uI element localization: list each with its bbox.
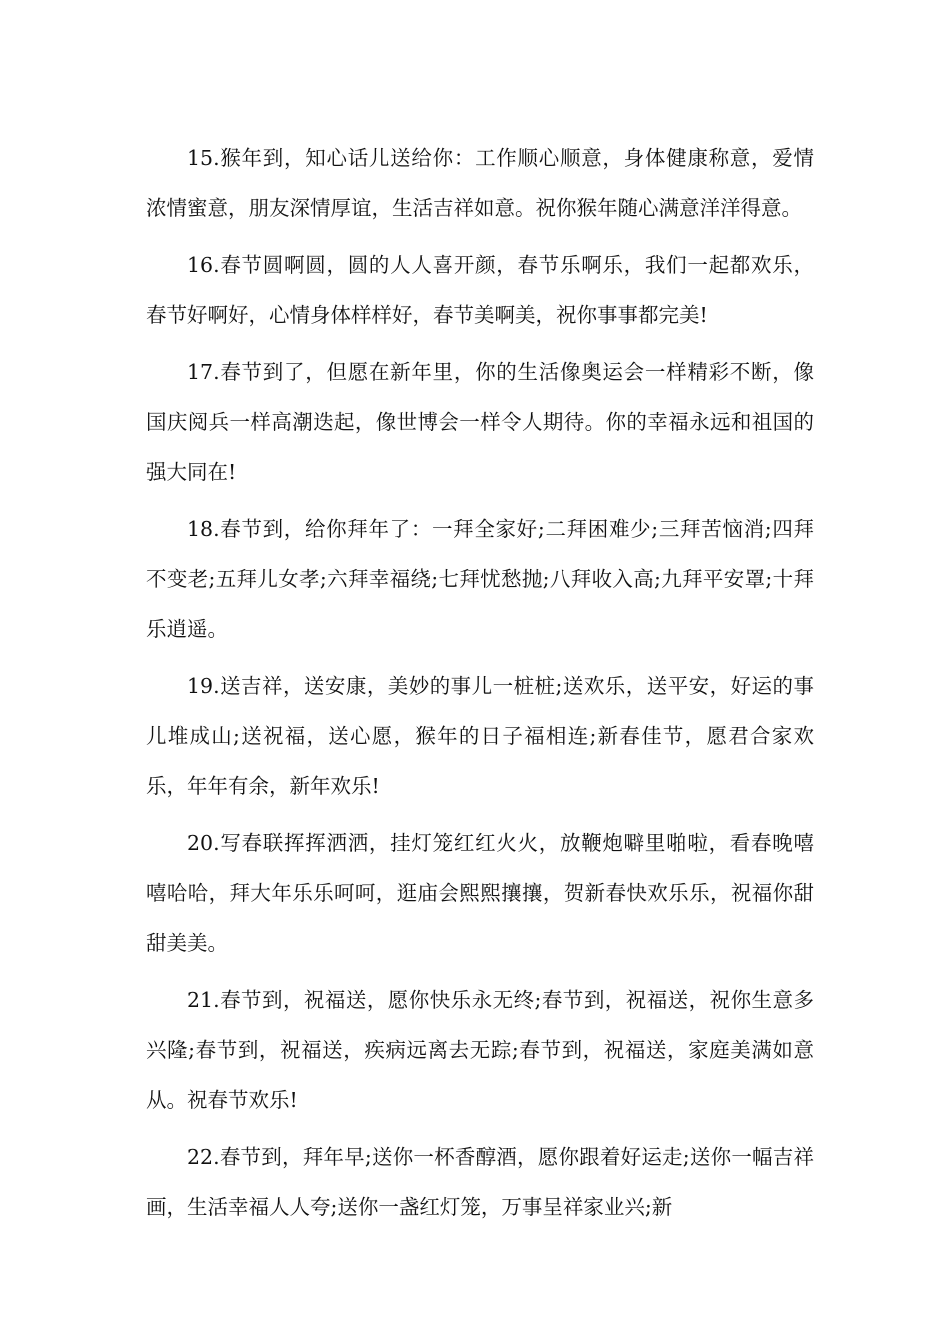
- paragraph-16: 16.春节圆啊圆，圆的人人喜开颜，春节乐啊乐，我们一起都欢乐，春节好啊好，心情身体样样好，春节美啊美，祝你事事都完美!: [146, 253, 814, 327]
- paragraph-19: 19.送吉祥，送安康，美妙的事儿一桩桩;送欢乐，送平安，好运的事儿堆成山;送祝福，送心愿，猴年的日子福相连;新春佳节，愿君合家欢乐，年年有余，新年欢乐!: [146, 674, 814, 798]
- paragraph-22: 22.春节到，拜年早;送你一杯香醇酒，愿你跟着好运走;送你一幅吉祥画，生活幸福人人夸;送你一盏红灯笼，万事呈祥家业兴;新: [146, 1145, 814, 1219]
- paragraph-17: 17.春节到了，但愿在新年里，你的生活像奥运会一样精彩不断，像国庆阅兵一样高潮迭起，像世博会一样令人期待。你的幸福永远和祖国的强大同在!: [146, 360, 814, 484]
- paragraph-21: 21.春节到，祝福送，愿你快乐永无终;春节到，祝福送，祝你生意多兴隆;春节到，祝福送，疾病远离去无踪;春节到，祝福送，家庭美满如意从。祝春节欢乐!: [146, 988, 814, 1112]
- paragraph-18: 18.春节到，给你拜年了：一拜全家好;二拜困难少;三拜苦恼消;四拜不变老;五拜儿女孝;六拜幸福绕;七拜忧愁抛;八拜收入高;九拜平安罩;十拜乐逍遥。: [146, 517, 814, 641]
- paragraph-15: 15.猴年到，知心话儿送给你：工作顺心顺意，身体健康称意，爱情浓情蜜意，朋友深情厚谊，生活吉祥如意。祝你猴年随心满意洋洋得意。: [146, 146, 814, 220]
- document-body: [146, 133, 814, 1239]
- paragraph-20: 20.写春联挥挥洒洒，挂灯笼红红火火，放鞭炮噼里啪啦，看春晚嘻嘻哈哈，拜大年乐乐呵呵，逛庙会熙熙攘攘，贺新春快欢乐乐，祝福你甜甜美美。: [146, 831, 814, 955]
